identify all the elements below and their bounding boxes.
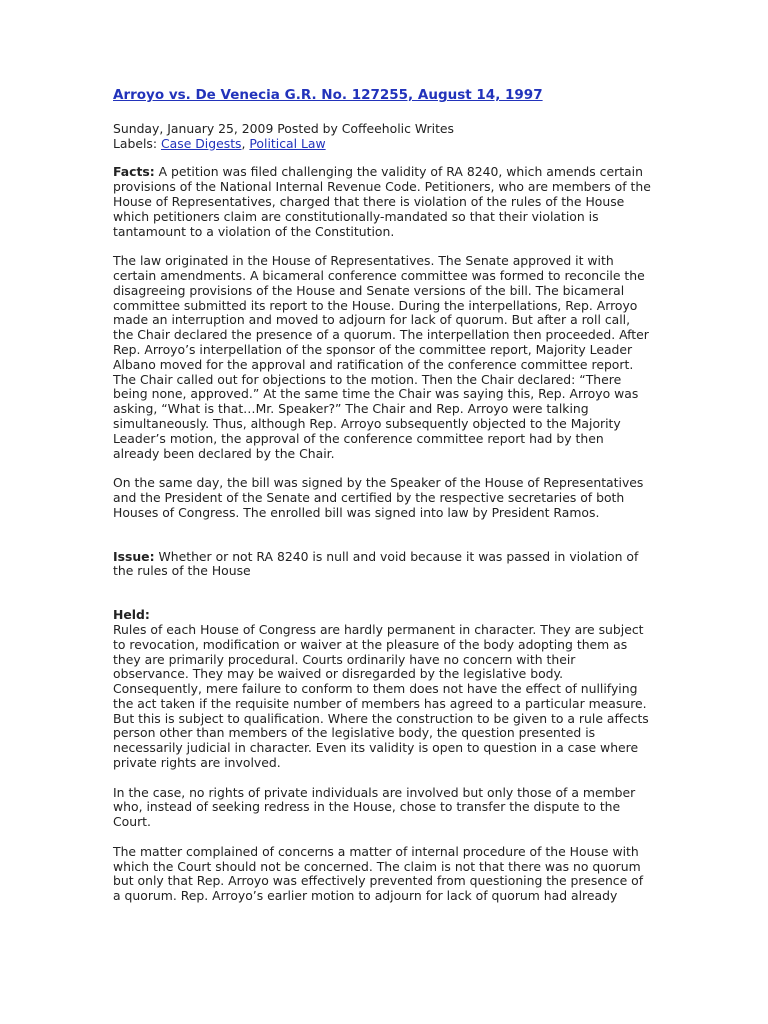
post-title-link[interactable]: Arroyo vs. De Venecia G.R. No. 127255, August 14, 1997 (113, 87, 543, 103)
post-labels (113, 137, 653, 152)
issue-label: Issue: (113, 548, 155, 564)
facts-paragraph-1 (113, 165, 653, 239)
issue-paragraph (113, 550, 653, 580)
label-link-political-law[interactable]: Political Law (249, 135, 326, 151)
facts-label: Facts: (113, 164, 155, 180)
labels-prefix: Labels: (113, 135, 161, 151)
held-label: Held: (113, 607, 150, 623)
held-paragraph-3: The matter complained of concerns a matter of internal procedure of the House with which the Court should not be concerned. The claim is not that there was no quorum but only that Rep. Arroyo was effectively prevented from questioning the presence of a quorum. Rep. Arroyo’s earlier motion to adjourn for lack of quorum had already (113, 843, 644, 904)
held-paragraph-1: Rules of each House of Congress are hardly permanent in character. They are subject to revocation, modification or waiver at the pleasure of the body adopting them as they are primarily procedural. Courts ordinarily have no concern with their observance. They may be waived or disregarded by the legislative body. Consequently, mere failure to conform to them does not have the effect of nullifying the act taken if the requisite number of members has agreed to a particular measure. But this is subject to qualification. Where the construction to be given to a rule affects person other than members of the legislative body, the question presented is necessarily judicial in character. Even its validity is open to question in a case where private rights are involved. (113, 621, 649, 771)
facts-paragraph-3: On the same day, the bill was signed by the Speaker of the House of Representatives and the President of the Senate and certified by the respective secretaries of both Houses of Congress. The enrolled bill was signed into law by President Ramos. (113, 475, 644, 520)
issue-text: Whether or not RA 8240 is null and void because it was passed in violation of the rules of the House (113, 548, 639, 579)
label-link-case-digests[interactable]: Case Digests (161, 135, 242, 151)
post-byline: Sunday, January 25, 2009 Posted by Coffeeholic Writes (113, 120, 455, 136)
facts-section (113, 165, 653, 520)
held-paragraph-2: In the case, no rights of private individuals are involved but only those of a member who, instead of seeking redress in the House, chose to transfer the dispute to the Court. (113, 784, 636, 830)
facts-paragraph-2: The law originated in the House of Representatives. The Senate approved it with certain amendments. A bicameral conference committee was formed to reconcile the disagreeing provisions of the House and Senate versions of the bill. The bicameral committee submitted its report to the House. During the interpellations, Rep. Arroyo made an interruption and moved to adjourn for lack of quorum. But after a roll call, the Chair declared the presence of a quorum. The interpellation then proceeded. After Rep. Arroyo’s interpellation of the sponsor of the committee report, Majority Leader Albano moved for the approval and ratification of the conference committee report. The Chair called out for objections to the motion. Then the Chair declared: “There being none, approved.” At the same time the Chair was saying this, Rep. Arroyo was asking, “What is that…Mr. Speaker?” The Chair and Rep. Arroyo were talking simultaneously. Thus, although Rep. Arroyo subsequently objected to the Majority Leader’s motion, the approval of the conference committee report had by then already been declared by the Chair. (113, 253, 649, 461)
document-page (113, 88, 653, 919)
labels-separator: , (241, 135, 250, 151)
issue-section (113, 550, 653, 580)
held-section (113, 608, 653, 904)
facts-text-1: A petition was filed challenging the validity of RA 8240, which amends certain provisions of the National Internal Revenue Code. Petitioners, who are members of the House of Representatives, charged that there is violation of the rules of the House which petitioners claim are constitutionally-mandated so that their violation is tantamount to a violation of the Constitution. (113, 164, 651, 239)
